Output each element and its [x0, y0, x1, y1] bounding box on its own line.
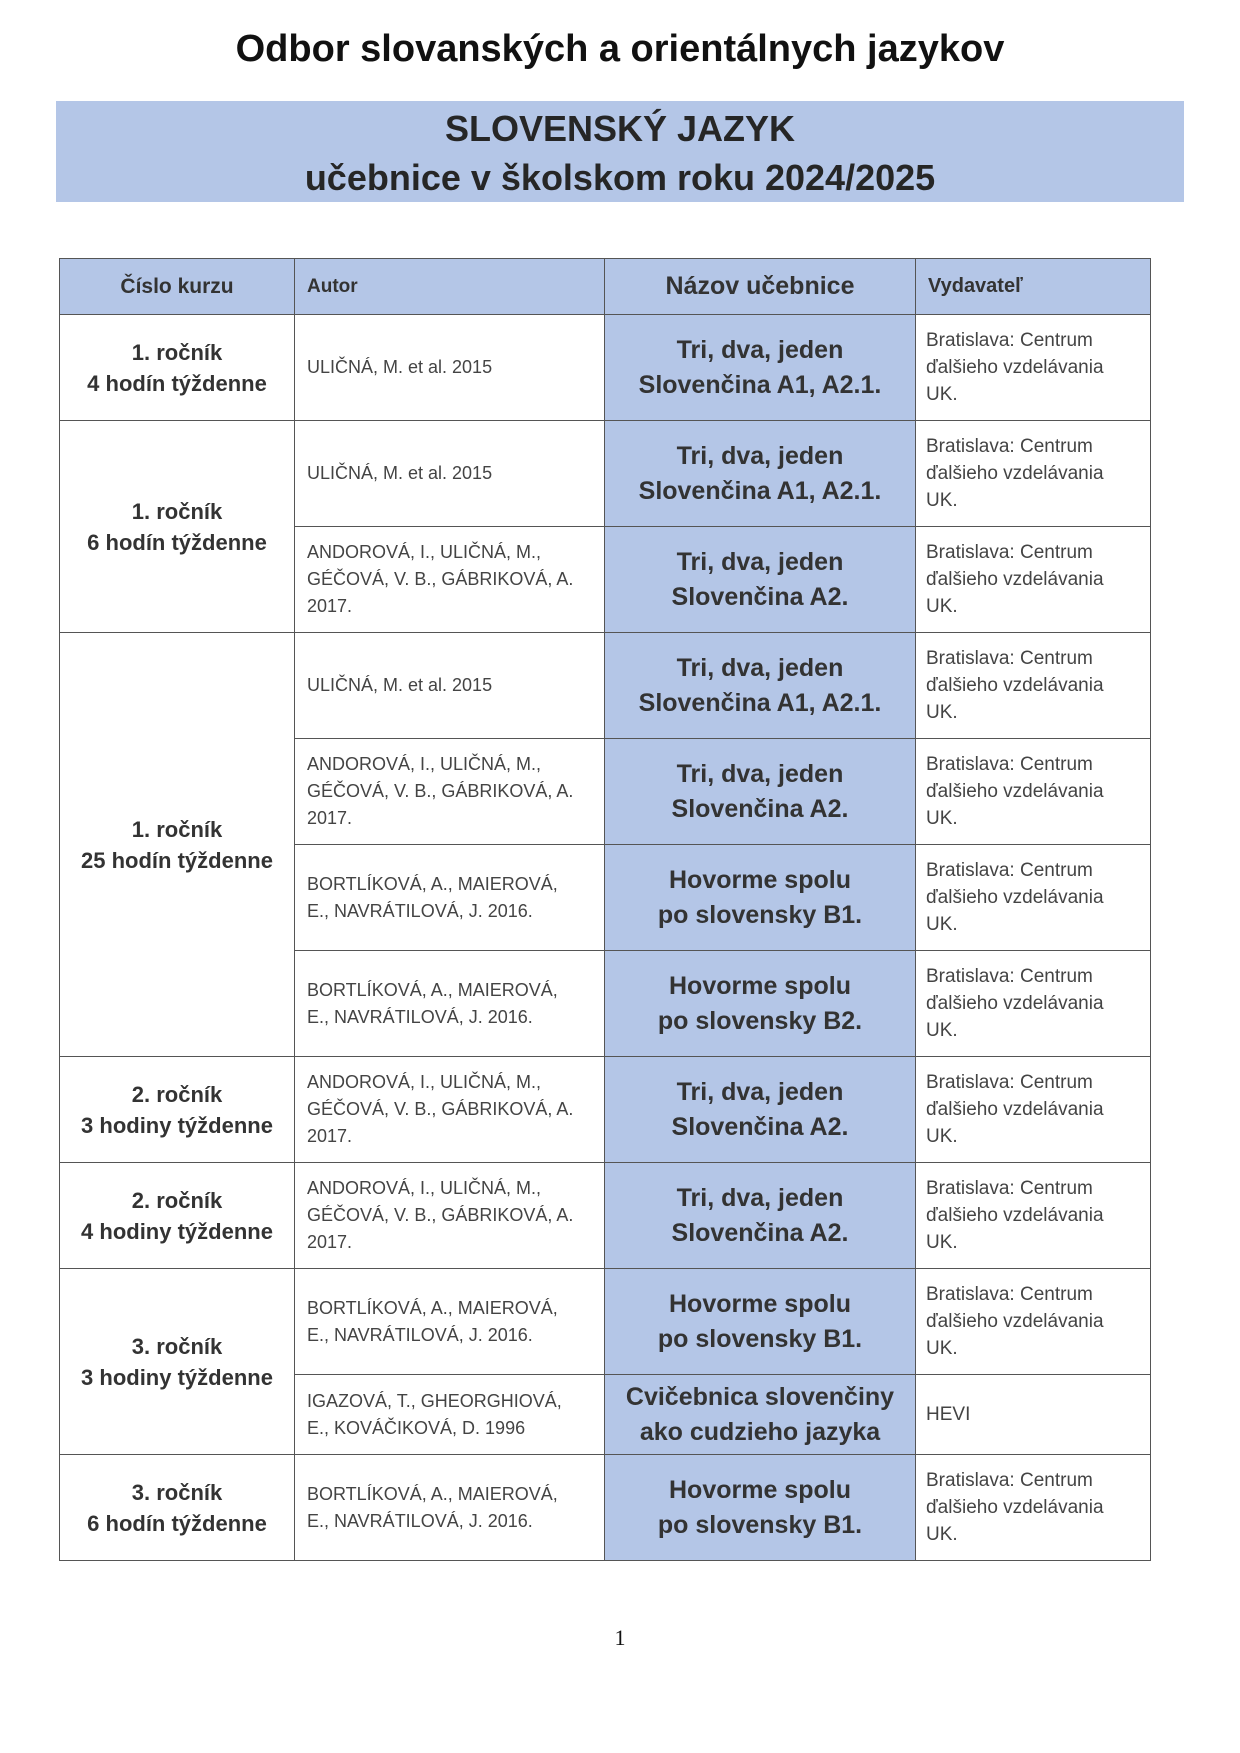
publisher-cell-line: UK.: [926, 1338, 958, 1359]
header-course-number: Číslo kurzu: [60, 259, 295, 315]
publisher-cell-line: HEVI: [926, 1404, 971, 1425]
author-cell: [295, 315, 605, 421]
textbook-title-cell-line: ako cudzieho jazyka: [639, 1417, 881, 1446]
course-cell-line: 3. ročník: [131, 1333, 223, 1359]
author-cell: [295, 527, 605, 633]
table-row: [60, 315, 1151, 421]
publisher-cell-line: Bratislava: Centrum: [926, 860, 1093, 881]
publisher-cell-line: ďalšieho vzdelávania: [926, 1497, 1104, 1518]
author-cell-line: IGAZOVÁ, T., GHEORGHIOVÁ,: [307, 1390, 562, 1411]
header-author: Autor: [295, 259, 605, 315]
textbook-title-cell: [605, 1057, 916, 1163]
course-cell-line: 2. ročník: [131, 1187, 223, 1213]
textbook-title-cell-line: Slovenčina A1, A2.1.: [638, 476, 882, 505]
publisher-cell: [916, 315, 1151, 421]
textbook-title-cell-line: Slovenčina A1, A2.1.: [638, 688, 882, 717]
author-cell: [295, 1057, 605, 1163]
textbook-title-cell: [605, 1375, 916, 1455]
publisher-cell-line: Bratislava: Centrum: [926, 542, 1093, 563]
publisher-cell-line: ďalšieho vzdelávania: [926, 357, 1104, 378]
author-cell: [295, 1375, 605, 1455]
table-row: [60, 1455, 1151, 1561]
publisher-cell-line: Bratislava: Centrum: [926, 1284, 1093, 1305]
course-cell: [60, 633, 295, 1057]
author-cell-line: ANDOROVÁ, I., ULIČNÁ, M.,: [307, 542, 542, 562]
author-cell-line: BORTLÍKOVÁ, A., MAIEROVÁ,: [307, 1297, 558, 1318]
textbook-title-cell-line: Tri, dva, jeden: [676, 1077, 844, 1106]
publisher-cell-line: Bratislava: Centrum: [926, 1178, 1093, 1199]
table-body: [60, 315, 1151, 1561]
publisher-cell: [916, 845, 1151, 951]
author-cell-line: E., NAVRÁTILOVÁ, J. 2016.: [307, 1324, 533, 1345]
author-cell-line: E., NAVRÁTILOVÁ, J. 2016.: [307, 900, 533, 921]
author-cell: [295, 633, 605, 739]
textbook-title-cell-line: po slovensky B1.: [657, 1324, 863, 1353]
textbook-title-cell-line: Slovenčina A1, A2.1.: [638, 370, 882, 399]
table-row: [60, 1057, 1151, 1163]
course-cell: [60, 421, 295, 633]
textbook-title-cell-line: Tri, dva, jeden: [676, 547, 844, 576]
publisher-cell-line: ďalšieho vzdelávania: [926, 887, 1104, 908]
textbook-title-cell-line: Slovenčina A2.: [671, 1218, 849, 1247]
course-cell-line: 25 hodín týždenne: [81, 847, 273, 873]
textbook-title-cell: [605, 527, 916, 633]
header-publisher: Vydavateľ: [916, 259, 1151, 315]
textbook-title-cell-line: po slovensky B2.: [657, 1006, 863, 1035]
textbook-title-cell: [605, 845, 916, 951]
publisher-cell-line: UK.: [926, 1020, 958, 1041]
author-cell-line: ANDOROVÁ, I., ULIČNÁ, M.,: [307, 1072, 542, 1092]
publisher-cell-line: Bratislava: Centrum: [926, 330, 1093, 351]
textbook-title-cell-line: Hovorme spolu: [669, 971, 851, 1000]
textbook-title-cell-line: Tri, dva, jeden: [676, 441, 844, 470]
publisher-cell-line: UK.: [926, 808, 958, 829]
course-cell-line: 3 hodiny týždenne: [81, 1112, 273, 1138]
author-cell-line: GÉČOVÁ, V. B., GÁBRIKOVÁ, A.: [307, 1099, 574, 1119]
author-cell-line: E., NAVRÁTILOVÁ, J. 2016.: [307, 1006, 533, 1027]
textbook-title-cell: [605, 1455, 916, 1561]
course-cell-line: 1. ročník: [131, 339, 223, 365]
textbook-title-cell-line: Tri, dva, jeden: [676, 759, 844, 788]
textbook-title-cell: [605, 951, 916, 1057]
banner-subject: SLOVENSKÝ JAZYK: [444, 108, 796, 149]
author-cell-line: 2017.: [307, 596, 353, 616]
textbook-title-cell-line: Cvičebnica slovenčiny: [625, 1382, 895, 1411]
author-cell-line: ULIČNÁ, M. et al. 2015: [307, 463, 493, 483]
course-cell: [60, 1057, 295, 1163]
publisher-cell: [916, 951, 1151, 1057]
publisher-cell-line: UK.: [926, 914, 958, 935]
textbook-title-cell-line: Hovorme spolu: [669, 865, 851, 894]
textbook-title-cell-line: Hovorme spolu: [669, 1289, 851, 1318]
course-cell: [60, 1163, 295, 1269]
author-cell-line: ULIČNÁ, M. et al. 2015: [307, 675, 493, 695]
publisher-cell-line: UK.: [926, 596, 958, 617]
course-cell: [60, 1269, 295, 1455]
author-cell-line: 2017.: [307, 1232, 353, 1252]
table-row: [60, 1269, 1151, 1375]
author-cell-line: GÉČOVÁ, V. B., GÁBRIKOVÁ, A.: [307, 1205, 574, 1225]
publisher-cell-line: ďalšieho vzdelávania: [926, 1205, 1104, 1226]
table-row: [60, 633, 1151, 739]
textbook-title-cell-line: Slovenčina A2.: [671, 1112, 849, 1141]
author-cell-line: 2017.: [307, 808, 353, 828]
publisher-cell-line: ďalšieho vzdelávania: [926, 993, 1104, 1014]
table-row: [60, 1163, 1151, 1269]
textbook-title-cell: [605, 739, 916, 845]
course-cell-line: 4 hodín týždenne: [87, 370, 267, 396]
publisher-cell: [916, 1057, 1151, 1163]
course-cell: [60, 315, 295, 421]
publisher-cell: [916, 421, 1151, 527]
publisher-cell-line: Bratislava: Centrum: [926, 1072, 1093, 1093]
author-cell: [295, 951, 605, 1057]
author-cell: [295, 739, 605, 845]
textbook-title-cell: [605, 421, 916, 527]
author-cell: [295, 1455, 605, 1561]
author-cell-line: BORTLÍKOVÁ, A., MAIEROVÁ,: [307, 1483, 558, 1504]
author-cell-line: ULIČNÁ, M. et al. 2015: [307, 357, 493, 377]
author-cell-line: E., NAVRÁTILOVÁ, J. 2016.: [307, 1510, 533, 1531]
page-number: 1: [614, 1625, 626, 1650]
textbook-table: [59, 258, 1151, 1561]
publisher-cell: [916, 633, 1151, 739]
publisher-cell-line: ďalšieho vzdelávania: [926, 1311, 1104, 1332]
header-textbook-title: Názov učebnice: [605, 259, 916, 315]
textbook-title-cell-line: Slovenčina A2.: [671, 794, 849, 823]
course-cell-line: 6 hodín týždenne: [87, 1510, 267, 1536]
author-cell-line: E., KOVÁČIKOVÁ, D. 1996: [307, 1417, 526, 1438]
author-cell-line: 2017.: [307, 1126, 353, 1146]
page-heading: Odbor slovanských a orientálnych jazykov: [235, 28, 1005, 70]
publisher-cell-line: Bratislava: Centrum: [926, 966, 1093, 987]
publisher-cell-line: UK.: [926, 384, 958, 405]
textbook-title-cell-line: po slovensky B1.: [657, 900, 863, 929]
publisher-cell-line: ďalšieho vzdelávania: [926, 463, 1104, 484]
course-cell-line: 1. ročník: [131, 498, 223, 524]
publisher-cell: [916, 1269, 1151, 1375]
course-cell-line: 3. ročník: [131, 1479, 223, 1505]
textbook-title-cell-line: Tri, dva, jeden: [676, 335, 844, 364]
author-cell: [295, 1269, 605, 1375]
textbook-title-cell-line: Slovenčina A2.: [671, 582, 849, 611]
author-cell-line: BORTLÍKOVÁ, A., MAIEROVÁ,: [307, 873, 558, 894]
title-banner: [56, 101, 1184, 202]
publisher-cell-line: Bratislava: Centrum: [926, 754, 1093, 775]
banner-school-year: učebnice v školskom roku 2024/2025: [304, 157, 936, 198]
author-cell-line: GÉČOVÁ, V. B., GÁBRIKOVÁ, A.: [307, 569, 574, 589]
author-cell-line: BORTLÍKOVÁ, A., MAIEROVÁ,: [307, 979, 558, 1000]
course-cell-line: 6 hodín týždenne: [87, 529, 267, 555]
textbook-title-cell-line: Tri, dva, jeden: [676, 653, 844, 682]
table-row: [60, 421, 1151, 527]
publisher-cell: [916, 1375, 1151, 1455]
publisher-cell-line: UK.: [926, 490, 958, 511]
publisher-cell-line: UK.: [926, 1126, 958, 1147]
publisher-cell: [916, 1163, 1151, 1269]
author-cell: [295, 421, 605, 527]
textbook-title-cell: [605, 315, 916, 421]
textbook-title-cell-line: Hovorme spolu: [669, 1475, 851, 1504]
author-cell-line: ANDOROVÁ, I., ULIČNÁ, M.,: [307, 1178, 542, 1198]
publisher-cell-line: ďalšieho vzdelávania: [926, 781, 1104, 802]
publisher-cell-line: UK.: [926, 1232, 958, 1253]
textbook-title-cell: [605, 1269, 916, 1375]
publisher-cell-line: Bratislava: Centrum: [926, 1470, 1093, 1491]
author-cell-line: ANDOROVÁ, I., ULIČNÁ, M.,: [307, 754, 542, 774]
author-cell: [295, 1163, 605, 1269]
table-header-row: [60, 259, 1151, 315]
publisher-cell-line: ďalšieho vzdelávania: [926, 1099, 1104, 1120]
course-cell: [60, 1455, 295, 1561]
course-cell-line: 4 hodiny týždenne: [81, 1218, 273, 1244]
publisher-cell-line: ďalšieho vzdelávania: [926, 675, 1104, 696]
publisher-cell-line: UK.: [926, 1524, 958, 1545]
author-cell: [295, 845, 605, 951]
course-cell-line: 2. ročník: [131, 1081, 223, 1107]
textbook-title-cell-line: Tri, dva, jeden: [676, 1183, 844, 1212]
publisher-cell-line: ďalšieho vzdelávania: [926, 569, 1104, 590]
textbook-title-cell-line: po slovensky B1.: [657, 1510, 863, 1539]
publisher-cell-line: Bratislava: Centrum: [926, 436, 1093, 457]
textbook-title-cell: [605, 1163, 916, 1269]
author-cell-line: GÉČOVÁ, V. B., GÁBRIKOVÁ, A.: [307, 781, 574, 801]
publisher-cell-line: UK.: [926, 702, 958, 723]
publisher-cell: [916, 739, 1151, 845]
publisher-cell: [916, 1455, 1151, 1561]
course-cell-line: 3 hodiny týždenne: [81, 1364, 273, 1390]
publisher-cell: [916, 527, 1151, 633]
course-cell-line: 1. ročník: [131, 816, 223, 842]
textbook-title-cell: [605, 633, 916, 739]
publisher-cell-line: Bratislava: Centrum: [926, 648, 1093, 669]
